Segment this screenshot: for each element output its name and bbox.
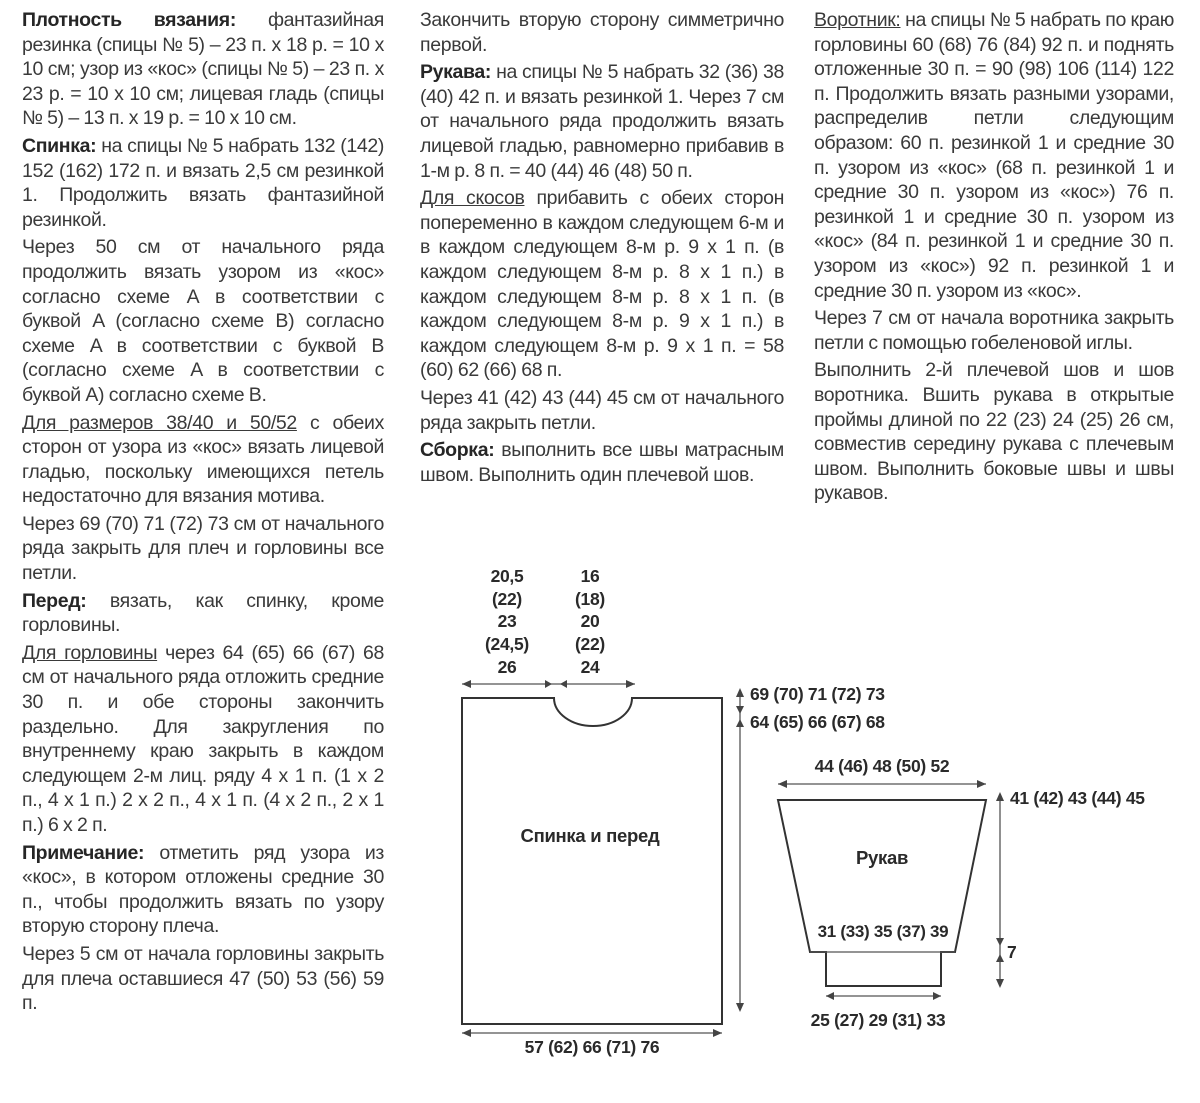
sleeve-length-label: 41 (42) 43 (44) 45 (1010, 788, 1145, 808)
pattern-schematic (420, 560, 1200, 1103)
gauge-heading: Плотность вязания: (22, 9, 236, 31)
back-heading: Спинка: (22, 134, 97, 157)
neck-width-1: (18) (575, 589, 605, 609)
collar-paragraph (814, 8, 1174, 303)
bevels-text: прибавить с обеих сторон попеременно в каждом следующем 6-м и в каждом следующем 8-м р. 9 x 1 п. (в каждом следующем 8-м р. 8 x 1 п.) в каждом следующем 8-м р. 8 x 1 п. (в каждом следующем 8-м р. 9 x 1 п.) в каждом следующем 8-м р. 9 x 1 п. = 58 (60) 62 (66) 68 п. (420, 187, 784, 382)
text-column-2 (420, 8, 784, 490)
collar-text: на спицы № 5 набрать по краю горловины 60 (68) 76 (84) 92 п. и поднять отложенные 30 п. = 90 (98) 106 (114) 122 п. Продолжить вязать разными узорами, распределив петли следующим образом: 60 п. резинкой 1 и средние 30 п. узором из «кос» (68 п. резинкой 1 и средние 30 п. узором из «кос») 76 п. резинкой 1 и средние 30 п. узором из «кос» (84 п. резинкой 1 и средние 30 п. узором из «кос») 92 п. резинкой 1 и средние 30 п. узором из «кос». (814, 9, 1174, 302)
back-paragraph (22, 134, 384, 232)
sleeve-length-dimension (996, 792, 1004, 988)
shoulder-width-1: (22) (492, 589, 522, 609)
assembly-text: выполнить все швы матрасным швом. Выполнить один плечевой шов. (420, 439, 784, 486)
gauge-text: фантазийная резинка (спицы № 5) – 23 п. x 18 р. = 10 x 10 см; узор из «кос» (спицы № 5) – 23 п. x 23 р. = 10 x 10 см; лицевая гладь (спицы № 5) – 13 п. x 19 р. = 10 x 10 см. (22, 9, 384, 130)
neck-paragraph (22, 641, 384, 838)
back-pattern-paragraph: Через 50 см от начального ряда продолжить вязать узором из «кос» согласно схеме A в соответствии с буквой A (согласно схеме B) согласно схеме A в соответствии с буквой B (согласно схеме A в соответствии с буквой A) согласно схеме B. (22, 236, 384, 406)
cuff-width-dimension (826, 992, 941, 1000)
cuff-width-label: 25 (27) 29 (31) 33 (810, 1010, 946, 1030)
body-label: Спинка и перед (520, 825, 660, 846)
shoulder-width-label (485, 566, 529, 677)
finishing-paragraph: Выполнить 2-й плечевой шов и шов воротника. Вшить рукава в открытые проймы длиной по 22 (23) 24 (25) 26 см, совместив середину рукава с плечевым швом. Выполнить боковые швы и швы рукавов. (814, 359, 1174, 505)
shoulder-width-4: 26 (497, 657, 517, 677)
sizes-heading: Для размеров 38/40 и 50/52 (22, 411, 297, 434)
sleeves-heading: Рукава: (420, 61, 492, 84)
body-piece-outline (462, 698, 722, 1024)
cuff-top-width-label: 31 (33) 35 (37) 39 (817, 922, 949, 941)
assembly-heading: Сборка: (420, 439, 495, 462)
text-column-3 (814, 8, 1174, 509)
sleeve-bindoff-paragraph: Через 41 (42) 43 (44) 45 см от начального ряда закрыть петли. (420, 386, 784, 434)
sizes-paragraph (22, 411, 384, 509)
body-length-label: 69 (70) 71 (72) 73 (750, 684, 885, 704)
shoulder-width-2: 23 (497, 611, 517, 631)
back-bindoff-paragraph: Через 69 (70) 71 (72) 73 см от начального ряда закрыть для плеч и горловины все петли. (22, 512, 384, 585)
shoulder-bindoff-paragraph: Через 5 см от начала горловины закрыть для плеча оставшиеся 47 (50) 53 (56) 59 п. (22, 942, 384, 1015)
back-text: на спицы № 5 набрать 132 (142) 152 (162) 172 п. и вязать 2,5 см резинкой 1. Продолжить вязать фантазийной резинкой. (22, 134, 384, 231)
collar-heading: Воротник: (814, 9, 901, 31)
body-length-dimension (736, 688, 744, 1012)
bevels-heading: Для скосов (420, 187, 525, 210)
front-paragraph (22, 589, 384, 638)
note-heading: Примечание: (22, 841, 145, 864)
neck-width-0: 16 (580, 566, 600, 586)
neck-heading: Для горловины (22, 641, 158, 664)
gauge-paragraph (22, 8, 384, 131)
neck-width-label (575, 566, 605, 677)
note-paragraph (22, 841, 384, 939)
sleeves-text: на спицы № 5 набрать 32 (36) 38 (40) 42 п. и вязать резинкой 1. Через 7 см от начального ряда продолжить вязать лицевой гладью, равномерно прибавив в 1-м р. 8 п. = 40 (44) 46 (48) 50 п. (420, 61, 784, 182)
sleeve-piece-outline (778, 800, 986, 986)
shoulder-width-3: (24,5) (485, 634, 529, 654)
assembly-paragraph (420, 438, 784, 487)
neck-width-4: 24 (580, 657, 600, 677)
shoulder-width-0: 20,5 (490, 566, 524, 586)
body-width-dimension (462, 1029, 722, 1037)
sleeves-paragraph (420, 60, 784, 183)
body-width-label: 57 (62) 66 (71) 76 (524, 1037, 660, 1057)
sleeve-top-dimension (778, 780, 986, 788)
sizes-text: с обеих сторон от узора из «кос» вязать лицевой гладью, поскольку имеющихся петель недостаточно для вязания мотива. (22, 411, 384, 508)
neck-text: через 64 (65) 66 (67) 68 см от начального ряда отложить средние 30 п. и обе стороны закончить раздельно. Для закругления по внутреннему краю закрыть в каждом следующем 2-м лиц. ряду 4 x 1 п. (1 x 2 п., 4 x 1 п.) 2 x 2 п., 4 x 1 п. (4 x 2 п., 2 x 1 п.) 6 x 2 п. (22, 641, 385, 836)
sleeve-label: Рукав (855, 847, 909, 868)
note-text: отметить ряд узора из «кос», в котором отложены средние 30 п., чтобы продолжить вязать по узору вторую сторону плеча. (22, 841, 384, 938)
neck-depth-label: 64 (65) 66 (67) 68 (750, 712, 885, 732)
front-heading: Перед: (22, 589, 87, 612)
neck-width-3: (22) (575, 634, 605, 654)
symmetry-paragraph: Закончить вторую сторону симметрично первой. (420, 9, 784, 56)
bevels-paragraph (420, 186, 784, 383)
collar-bindoff-paragraph: Через 7 см от начала воротника закрыть петли с помощью гобеленовой иглы. (814, 307, 1174, 354)
front-text: вязать, как спинку, кроме горловины. (22, 589, 384, 637)
sleeve-top-width-label: 44 (46) 48 (50) 52 (814, 756, 950, 776)
text-column-1 (22, 8, 384, 1019)
top-dimension-line (462, 680, 635, 688)
cuff-height-label: 7 (1007, 942, 1017, 962)
neck-width-2: 20 (580, 611, 600, 631)
